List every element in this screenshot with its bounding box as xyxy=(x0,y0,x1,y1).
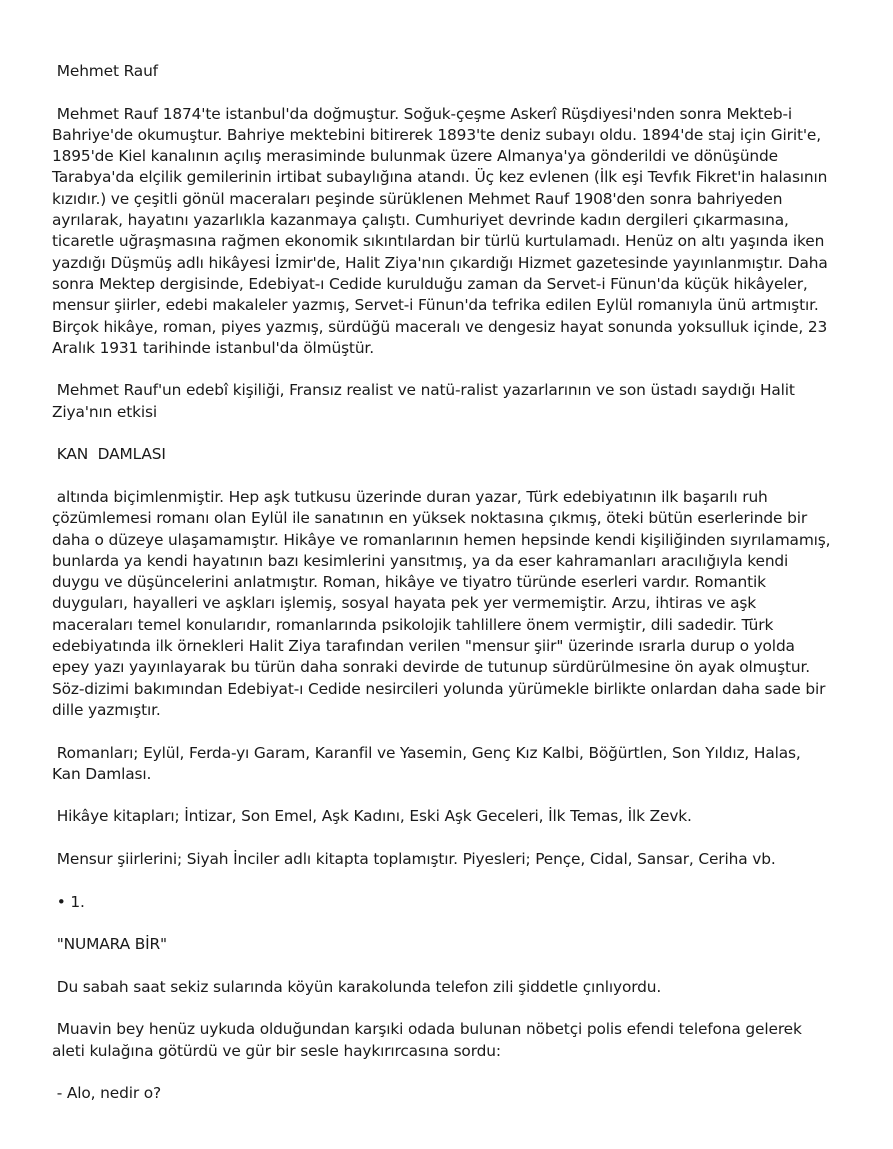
author-name: Mehmet Rauf xyxy=(56,62,158,80)
novels-list: Romanları; Eylül, Ferda-yı Garam, Karanfil ve Yasemin, Genç Kız Kalbi, Böğürtlen, Son Yıldız, Halas, Kan Damlası. xyxy=(52,743,801,783)
story-paragraph: Du sabah saat sekiz sularında köyün karakolunda telefon zili şiddetle çınlıyordu. xyxy=(56,977,662,996)
story-paragraph: Muavin bey henüz uykuda olduğundan karşıki odada bulunan nöbetçi polis efendi telefona gelerek aleti kulağına götürdü ve gür bir sesle haykırırcasına sordu: xyxy=(52,1020,802,1060)
literary-identity-paragraph: Mehmet Rauf'un edebî kişiliği, Fransız realist ve natü-ralist yazarlarının ve son üstadı saydığı Halit Ziya'nın etkisi xyxy=(52,381,795,421)
biography-paragraph: Mehmet Rauf 1874'te istanbul'da doğmuştur. Soğuk-çeşme Askerî Rüşdiyesi'nden sonra Mekteb-i Bahriye'de okumuştur. Bahriye mektebini bitirerek 1893'te deniz subayı oldu. 1894'de staj için Girit'e, 1895'de Kiel kanalının açılış merasiminde bulunmak üzere Almanya'ya gönderildi ve dönüşünde Tarabya'da elçilik gemilerinin irtibat subaylığına atandı. Üç kez evlenen (İlk eşi Tevfık Fikret'in halasının kızıdır.) ve çeşitli gönül maceraları peşinde sürüklenen Mehmet Rauf 1908'den sonra bahriyeden ayrılarak, hayatını yazarlıkla kazanmaya çalıştı. Cumhuriyet devrinde kadın dergileri çıkarmasına, ticaretle uğraşmasına rağmen ekonomik sıkıntılardan bir türlü kurtulamadı. Henüz on altı yaşında iken yazdığı Düşmüş adlı hikâyesi İzmir'de, Halit Ziya'nın çıkardığı Hizmet gazetesinde yayınlanmıştır. Daha sonra Mektep dergisinde, Edebiyat-ı Cedide kurulduğu zaman da Servet-i Fünun'da küçük hikâyeler, mensur şiirler, edebi makaleler yazmış, Servet-i Fünun'da tefrika edilen Eylül romanıyla ünü artmıştır. Birçok hikâye, roman, piyes yazmış, sürdüğü maceralı ve dengesiz hayat sonunda yoksulluk içinde, 23 Aralık 1931 tarihinde istanbul'da ölmüştür. xyxy=(52,104,828,357)
chapter-number: • 1. xyxy=(56,892,85,911)
prose-poems-and-plays: Mensur şiirlerini; Siyah İnciler adlı kitapta toplamıştır. Piyesleri; Pençe, Cidal, Sansar, Ceriha vb. xyxy=(56,849,776,868)
chapter-title: "NUMARA BİR" xyxy=(56,935,167,954)
dialogue-line: - Alo, nedir o? xyxy=(56,1084,162,1103)
book-title: KAN DAMLASI xyxy=(56,445,166,464)
literary-style-paragraph: altında biçimlenmiştir. Hep aşk tutkusu üzerinde duran yazar, Türk edebiyatının ilk başarılı ruh çözümlemesi romanı olan Eylül ile sanatının en yüksek noktasına çıkmış, öteki bütün eserlerinde bir daha o düzeye ulaşamamıştır. Hikâye ve romanlarının hemen hepsinde kendi kişiliğinden sıyrılamamış, bunlarda ya kendi hayatının bazı kesimlerini yansıtmış, ya da eser kahramanları aracılığıyla kendi duygu ve düşüncelerini anlatmıştır. Roman, hikâye ve tiyatro türünde eserleri vardır. Romantik duyguları, hayalleri ve aşkları işlemiş, sosyal hayata pek yer vermemiştir. Arzu, ihtiras ve aşk maceraları temel konularıdır, romanlarında psikolojik tahlillere önem vermiştir, dili sadedir. Türk edebiyatında ilk örnekleri Halit Ziya tarafından verilen "mensur şiir" üzerinde ısrarla durup o yolda epey yazı yayınlayarak bu türün daha sonraki devirde de tutunup sürdürülmesine ön ayak olmuştur. Söz-dizimi bakımından Edebiyat-ı Cedide nesircileri yolunda yürümekle birlikte onlardan daha sade bir dille yazmıştır. xyxy=(52,487,831,719)
story-books-list: Hikâye kitapları; İntizar, Son Emel, Aşk Kadını, Eski Aşk Geceleri, İlk Temas, İlk Zevk. xyxy=(56,807,692,826)
document-body xyxy=(52,61,832,1126)
